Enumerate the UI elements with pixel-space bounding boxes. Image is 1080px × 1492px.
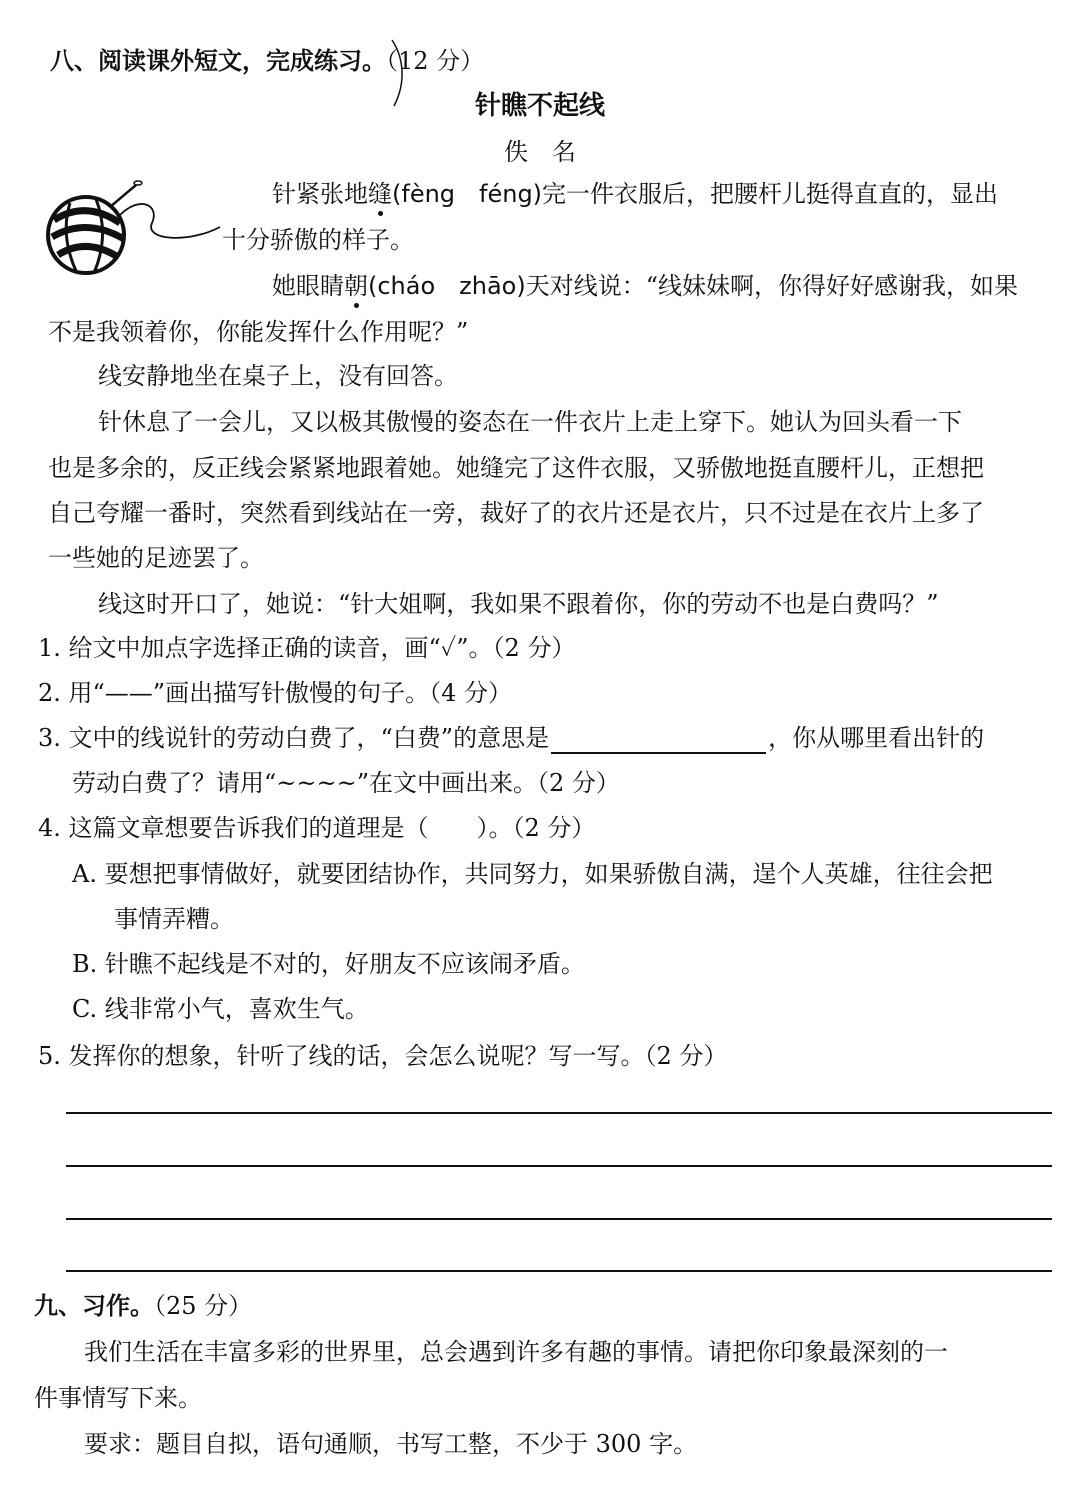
question-3-answer-blank[interactable] <box>551 728 766 754</box>
story-p1-line1 <box>272 178 998 210</box>
question-3-line2: 劳动白费了？请用“~~~~”在文中画出来。（2 分） <box>72 769 620 797</box>
section-8-heading <box>50 45 484 77</box>
story-title: 针瞧不起线 <box>474 91 605 121</box>
question-4-option-a-line2: 事情弄糟。 <box>114 905 234 933</box>
question-3-text-a: 3. 文中的线说针的劳动白费了，“白费”的意思是 <box>38 724 550 752</box>
story-p1-line2: 十分骄傲的样子。 <box>222 226 414 254</box>
story-p4-line2: 也是多余的，反正线会紧紧地跟着她。她缝完了这件衣服，又骄傲地挺直腰杆儿，正想把 <box>48 454 984 482</box>
story-p3: 线安静地坐在桌子上，没有回答。 <box>98 362 458 390</box>
question-4-option-c: C. 线非常小气，喜欢生气。 <box>72 995 369 1023</box>
story-p1-text-b: 完一件衣服后，把腰杆儿挺得直直的，显出 <box>542 180 999 208</box>
story-p2-line1 <box>272 270 1018 302</box>
section-9-p1-line2: 件事情写下来。 <box>34 1384 202 1412</box>
question-4-text-a: 4. 这篇文章想要告诉我们的道理是（ <box>38 814 429 842</box>
story-p2-text-a: 她眼睛 <box>272 272 344 300</box>
yarn-ball-needle-icon <box>40 175 225 290</box>
answer-line-4[interactable] <box>66 1270 1052 1272</box>
pinyin-options-chao: (cháo zhāo) <box>368 272 526 300</box>
dotted-char-chao: 朝 <box>344 272 368 300</box>
dotted-char-feng: 缝 <box>368 180 392 208</box>
story-p1-text-a: 针紧张地 <box>272 180 368 208</box>
answer-line-1[interactable] <box>66 1112 1052 1114</box>
answer-line-2[interactable] <box>66 1165 1052 1167</box>
question-4-option-b: B. 针瞧不起线是不对的，好朋友不应该闹矛盾。 <box>72 950 585 978</box>
question-4 <box>38 812 595 844</box>
answer-line-3[interactable] <box>66 1218 1052 1220</box>
question-4-option-a-line1: A. 要想把事情做好，就要团结协作，共同努力，如果骄傲自满，逞个人英雄，往往会把 <box>72 860 993 888</box>
question-3-text-b: ，你从哪里看出针的 <box>768 724 985 752</box>
story-p2-line2: 不是我领着你，你能发挥什么作用呢？” <box>48 318 469 346</box>
story-p5: 线这时开口了，她说：“针大姐啊，我如果不跟着你，你的劳动不也是白费吗？” <box>98 590 939 618</box>
section-9-heading <box>34 1290 252 1322</box>
question-1: 1. 给文中加点字选择正确的读音，画“✓”。（2 分） <box>38 634 576 662</box>
section-9-p1-line1: 我们生活在丰富多彩的世界里，总会遇到许多有趣的事情。请把你印象最深刻的一 <box>84 1338 948 1366</box>
question-3-line1 <box>38 722 984 754</box>
story-p4-line1: 针休息了一会儿，又以极其傲慢的姿态在一件衣片上走上穿下。她认为回头看一下 <box>98 408 962 436</box>
section-8-score: （12 分） <box>386 47 485 75</box>
section-9-title: 九、习作。 <box>34 1292 154 1320</box>
section-9-requirements: 要求：题目自拟，语句通顺，书写工整，不少于 300 字。 <box>84 1430 698 1458</box>
story-author: 佚 名 <box>504 138 576 166</box>
question-5: 5. 发挥你的想象，针听了线的话，会怎么说呢？写一写。（2 分） <box>38 1042 728 1070</box>
section-9-score: （25 分） <box>154 1292 253 1320</box>
story-p4-line3: 自己夸耀一番时，突然看到线站在一旁，裁好了的衣片还是衣片，只不过是在衣片上多了 <box>48 499 984 527</box>
pinyin-options-feng: (fèng féng) <box>392 180 543 208</box>
question-2: 2. 用“——”画出描写针傲慢的句子。（4 分） <box>38 679 512 707</box>
section-8-title: 八、阅读课外短文，完成练习。 <box>50 47 386 75</box>
story-p4-line4: 一些她的足迹罢了。 <box>48 544 264 572</box>
story-p2-text-b: 天对线说：“线妹妹啊，你得好好感谢我，如果 <box>525 272 1019 300</box>
question-4-text-b: ）。（2 分） <box>476 814 596 842</box>
